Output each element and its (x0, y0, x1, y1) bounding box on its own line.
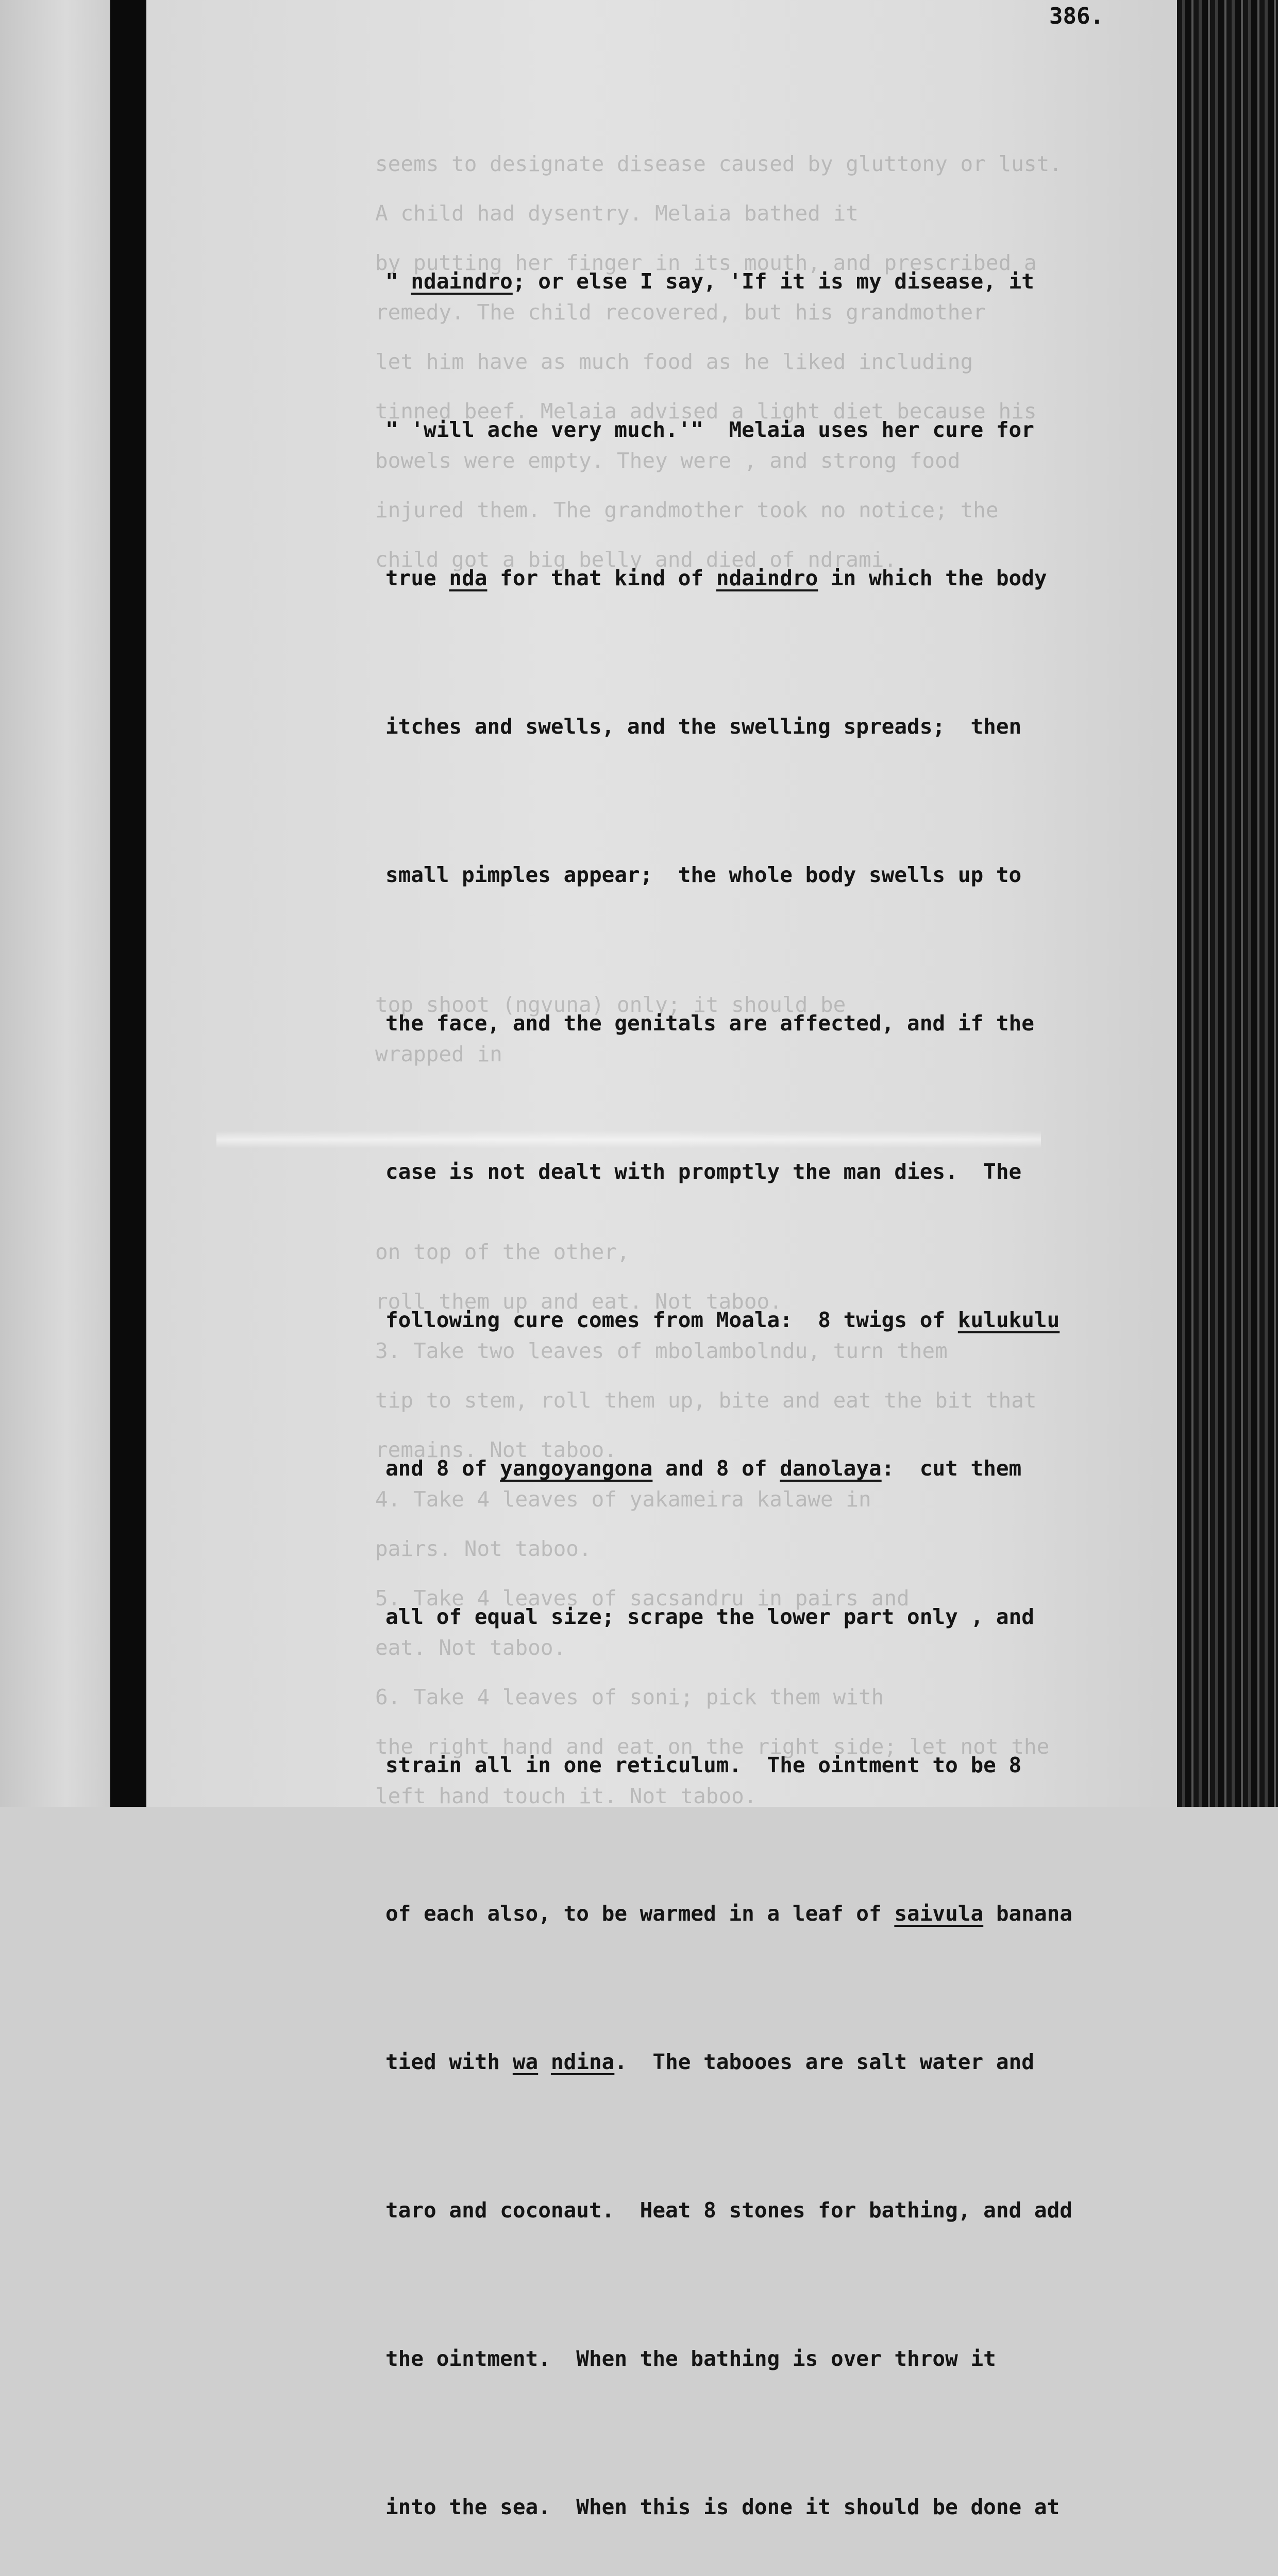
bleed-through-line: seems to designate disease caused by gluttony or lust. (375, 151, 1062, 176)
bleed-through-line: the right hand and eat on the right side; let not the (375, 1734, 1050, 1759)
bleed-through-line: pairs. Not taboo. (375, 1536, 592, 1561)
typed-text-body (385, 158, 1169, 2576)
bleed-through-line: bowels were empty. They were , and strong food (375, 448, 961, 473)
term-underlined: saivula (894, 1901, 984, 1926)
bleed-through-line: tip to stem, roll them up, bite and eat the bit that (375, 1388, 1037, 1413)
text-line: " 'will ache very much.'" Melaia uses her cure for (385, 417, 1034, 442)
text-line: small pimples appear; the whole body swells up to (385, 862, 1022, 887)
bleed-through-line: on top of the other, (375, 1240, 630, 1264)
term-underlined: ndaindro (411, 269, 513, 294)
bleed-through-line: child got a big belly and died of ndrami. (375, 547, 897, 572)
text-line: following cure comes from Moala: 8 twigs of kulukulu (385, 1308, 1060, 1332)
term-underlined: ndaindro (716, 566, 818, 590)
bleed-through-line: 3. Take two leaves of mbolambolndu, turn them (375, 1338, 948, 1363)
text-line: into the sea. When this is done it should be done at (385, 2495, 1060, 2519)
bleed-through-line: remedy. The child recovered, but his grandmother (375, 300, 986, 325)
term-underlined: danolaya (780, 1456, 882, 1481)
text-line: taro and coconaut. Heat 8 stones for bathing, and add (385, 2198, 1072, 2223)
text-line: itches and swells, and the swelling spreads; then (385, 714, 1022, 739)
text-line: all of equal size; scrape the lower part only , and (385, 1604, 1034, 1629)
bleed-through-line: top shoot (ngvuna) only; it should be (375, 992, 846, 1017)
bleed-through-line: 4. Take 4 leaves of yakameira kalawe in (375, 1487, 871, 1512)
book-edge (1177, 0, 1278, 1807)
bleed-through-line: remains. Not taboo. (375, 1437, 617, 1462)
bleed-through-line: eat. Not taboo. (375, 1635, 566, 1660)
bleed-through-line: 5. Take 4 leaves of sacsandru in pairs and (375, 1586, 910, 1611)
text-line: strain all in one reticulum. The ointment to be 8 (385, 1753, 1022, 1777)
bleed-through-line: let him have as much food as he liked including (375, 349, 973, 374)
bleed-through-line: left hand touch it. Not taboo. (375, 1784, 757, 1808)
bleed-through-line: injured them. The grandmother took no notice; the (375, 498, 999, 522)
text-line: true nda for that kind of ndaindro in which the body (385, 566, 1047, 590)
text-line: case is not dealt with promptly the man dies. The (385, 1159, 1022, 1184)
term-underlined: wa (512, 2049, 539, 2074)
bleed-through-line: A child had dysentry. Melaia bathed it (375, 201, 859, 226)
page-binding-shadow (110, 0, 146, 1807)
text-line: of each also, to be warmed in a leaf of saivula banana (385, 1901, 1072, 1926)
page-number: 386. (1049, 3, 1104, 29)
term-underlined: kulukulu (957, 1308, 1060, 1332)
scanner-background (0, 0, 110, 1807)
text-line: and 8 of yangoyangona and 8 of danolaya: cut them (385, 1456, 1022, 1481)
text-line: " ndaindro; or else I say, 'If it is my disease, it (385, 269, 1034, 294)
bleed-through-line: wrapped in (375, 1042, 502, 1066)
text-line: tied with wa ndina. The tabooes are salt water and (385, 2049, 1034, 2074)
bleed-through-line: roll them up and eat. Not taboo. (375, 1289, 782, 1314)
text-line: the ointment. When the bathing is over throw it (385, 2346, 996, 2371)
term-underlined: yangoyangona (500, 1456, 653, 1481)
text-line: the face, and the genitals are affected, and if the (385, 1011, 1034, 1036)
bleed-through-line: 6. Take 4 leaves of soni; pick them with (375, 1685, 884, 1709)
bleed-through-line: by putting her finger in its mouth, and prescribed a (375, 250, 1037, 275)
bleed-through-line: tinned beef. Melaia advised a light diet because his (375, 399, 1037, 423)
term-underlined: nda (449, 566, 487, 590)
term-underlined: ndina (550, 2049, 615, 2074)
